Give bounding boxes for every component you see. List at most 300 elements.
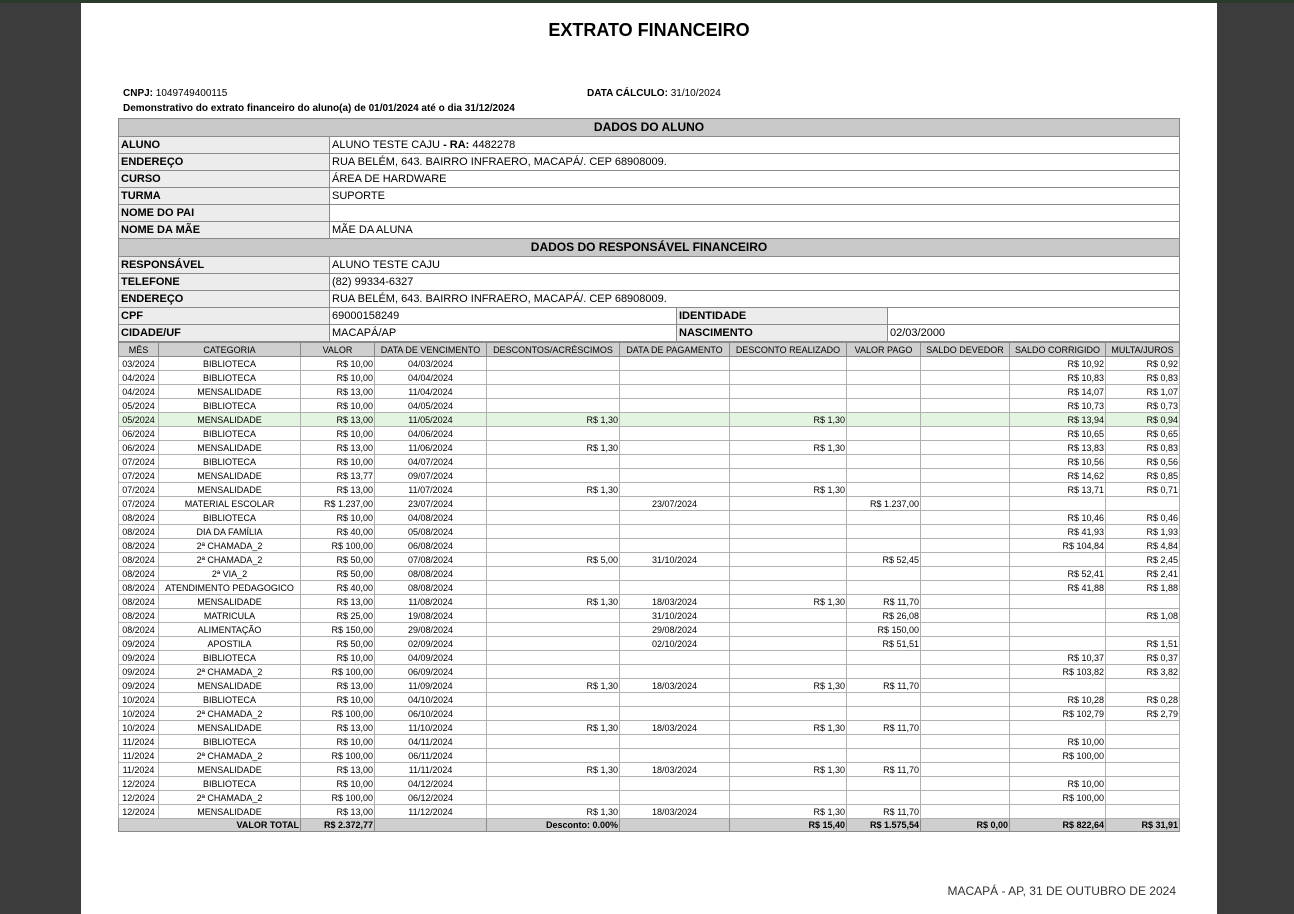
table-row xyxy=(119,721,1180,735)
col-saldo-corrigido-cell: R$ 14,62 xyxy=(1010,469,1106,483)
col-multa-juros-cell: R$ 1,93 xyxy=(1106,525,1180,539)
col-desconto-realizado-cell xyxy=(730,539,847,553)
col-valor-cell: R$ 13,77 xyxy=(301,469,375,483)
aluno-label: ALUNO xyxy=(119,137,330,154)
col-valor-cell: R$ 10,00 xyxy=(301,357,375,371)
col-saldo-corrigido-cell xyxy=(1010,595,1106,609)
col-valor-cell: R$ 13,00 xyxy=(301,679,375,693)
col-valor-pago-cell xyxy=(847,357,921,371)
total-desconto-realizado: R$ 15,40 xyxy=(730,819,847,832)
col-multa-juros-cell: R$ 4,84 xyxy=(1106,539,1180,553)
col-desconto-realizado-header: DESCONTO REALIZADO xyxy=(730,343,847,357)
col-data-pagamento-cell xyxy=(620,735,730,749)
col-saldo-corrigido-cell: R$ 52,41 xyxy=(1010,567,1106,581)
table-row xyxy=(119,399,1180,413)
col-valor-cell: R$ 13,00 xyxy=(301,763,375,777)
col-desconto-realizado-cell: R$ 1,30 xyxy=(730,805,847,819)
col-categoria-cell: MENSALIDADE xyxy=(159,805,301,819)
col-saldo-corrigido-cell xyxy=(1010,497,1106,511)
col-descontos-acrescimos-cell xyxy=(487,455,620,469)
table-row xyxy=(119,777,1180,791)
col-valor-cell: R$ 13,00 xyxy=(301,721,375,735)
col-data-pagamento-cell xyxy=(620,567,730,581)
col-data-pagamento-cell xyxy=(620,749,730,763)
col-valor-pago-cell: R$ 11,70 xyxy=(847,721,921,735)
col-saldo-devedor-cell xyxy=(921,385,1010,399)
col-saldo-corrigido-cell: R$ 10,00 xyxy=(1010,777,1106,791)
demonstrativo-text: Demonstrativo do extrato financeiro do aluno(a) de 01/01/2024 até o dia 31/12/2024 xyxy=(123,103,515,114)
table-header-row xyxy=(119,343,1180,357)
col-multa-juros-cell xyxy=(1106,791,1180,805)
col-valor-pago-cell xyxy=(847,483,921,497)
col-multa-juros-header: MULTA/JUROS xyxy=(1106,343,1180,357)
col-data-vencimento-cell: 04/04/2024 xyxy=(375,371,487,385)
col-categoria-cell: 2ª CHAMADA_2 xyxy=(159,791,301,805)
col-valor-cell: R$ 13,00 xyxy=(301,385,375,399)
col-mes-cell: 08/2024 xyxy=(119,567,159,581)
col-multa-juros-cell: R$ 0,83 xyxy=(1106,371,1180,385)
col-data-vencimento-cell: 11/04/2024 xyxy=(375,385,487,399)
col-valor-pago-cell xyxy=(847,581,921,595)
col-descontos-acrescimos-cell xyxy=(487,623,620,637)
col-descontos-acrescimos-cell: R$ 1,30 xyxy=(487,805,620,819)
cnpj-line xyxy=(123,88,227,99)
col-data-pagamento-cell: 02/10/2024 xyxy=(620,637,730,651)
table-row xyxy=(119,567,1180,581)
col-data-vencimento-cell: 11/06/2024 xyxy=(375,441,487,455)
col-data-pagamento-cell: 31/10/2024 xyxy=(620,609,730,623)
col-data-vencimento-cell: 06/09/2024 xyxy=(375,665,487,679)
col-descontos-acrescimos-cell xyxy=(487,665,620,679)
table-row xyxy=(119,357,1180,371)
col-multa-juros-cell: R$ 1,88 xyxy=(1106,581,1180,595)
col-saldo-devedor-cell xyxy=(921,511,1010,525)
col-data-pagamento-cell xyxy=(620,791,730,805)
col-saldo-corrigido-cell: R$ 100,00 xyxy=(1010,791,1106,805)
col-multa-juros-cell: R$ 0,85 xyxy=(1106,469,1180,483)
footer-location-date: MACAPÁ - AP, 31 DE OUTUBRO DE 2024 xyxy=(947,884,1176,898)
col-mes-cell: 07/2024 xyxy=(119,455,159,469)
col-multa-juros-cell: R$ 0,73 xyxy=(1106,399,1180,413)
col-data-vencimento-cell: 09/07/2024 xyxy=(375,469,487,483)
col-saldo-devedor-cell xyxy=(921,469,1010,483)
col-data-pagamento-cell xyxy=(620,427,730,441)
col-valor-cell: R$ 13,00 xyxy=(301,483,375,497)
col-descontos-acrescimos-cell: R$ 1,30 xyxy=(487,679,620,693)
col-data-pagamento-cell: 31/10/2024 xyxy=(620,553,730,567)
col-data-pagamento-cell xyxy=(620,693,730,707)
table-row xyxy=(119,665,1180,679)
col-valor-cell: R$ 150,00 xyxy=(301,623,375,637)
totals-row xyxy=(119,819,1180,832)
col-categoria-cell: ATENDIMENTO PEDAGOGICO xyxy=(159,581,301,595)
col-mes-cell: 08/2024 xyxy=(119,539,159,553)
col-saldo-devedor-cell xyxy=(921,399,1010,413)
col-data-vencimento-cell: 05/08/2024 xyxy=(375,525,487,539)
col-data-pagamento-cell xyxy=(620,525,730,539)
table-row xyxy=(119,511,1180,525)
col-valor-cell: R$ 40,00 xyxy=(301,525,375,539)
col-descontos-acrescimos-cell xyxy=(487,777,620,791)
col-valor-pago-cell xyxy=(847,525,921,539)
col-valor-pago-cell xyxy=(847,455,921,469)
col-data-vencimento-cell: 08/08/2024 xyxy=(375,567,487,581)
table-row xyxy=(119,651,1180,665)
cidade-label: CIDADE/UF xyxy=(119,325,330,342)
col-valor-pago-cell xyxy=(847,567,921,581)
col-desconto-realizado-cell: R$ 1,30 xyxy=(730,413,847,427)
col-valor-pago-cell xyxy=(847,749,921,763)
col-desconto-realizado-cell xyxy=(730,623,847,637)
col-multa-juros-cell: R$ 2,45 xyxy=(1106,553,1180,567)
col-data-pagamento-cell: 18/03/2024 xyxy=(620,721,730,735)
table-body xyxy=(119,357,1180,819)
col-data-vencimento-cell: 11/08/2024 xyxy=(375,595,487,609)
col-multa-juros-cell: R$ 0,92 xyxy=(1106,357,1180,371)
col-multa-juros-cell: R$ 0,46 xyxy=(1106,511,1180,525)
col-descontos-acrescimos-cell: R$ 1,30 xyxy=(487,721,620,735)
col-multa-juros-cell xyxy=(1106,749,1180,763)
col-desconto-realizado-cell xyxy=(730,455,847,469)
col-mes-cell: 08/2024 xyxy=(119,623,159,637)
col-desconto-realizado-cell xyxy=(730,777,847,791)
table-row xyxy=(119,553,1180,567)
col-data-pagamento-cell: 18/03/2024 xyxy=(620,595,730,609)
col-categoria-cell: APOSTILA xyxy=(159,637,301,651)
table-row xyxy=(119,623,1180,637)
col-saldo-corrigido-header: SALDO CORRIGIDO xyxy=(1010,343,1106,357)
telefone-value: (82) 99334-6327 xyxy=(330,274,1180,291)
col-valor-cell: R$ 50,00 xyxy=(301,553,375,567)
col-categoria-cell: BIBLIOTECA xyxy=(159,357,301,371)
col-saldo-corrigido-cell xyxy=(1010,623,1106,637)
col-saldo-devedor-cell xyxy=(921,777,1010,791)
col-desconto-realizado-cell: R$ 1,30 xyxy=(730,441,847,455)
section-dados-responsavel: DADOS DO RESPONSÁVEL FINANCEIRO xyxy=(119,239,1180,257)
col-valor-cell: R$ 10,00 xyxy=(301,511,375,525)
col-descontos-acrescimos-cell: R$ 1,30 xyxy=(487,595,620,609)
col-data-pagamento-header: DATA DE PAGAMENTO xyxy=(620,343,730,357)
col-mes-cell: 12/2024 xyxy=(119,791,159,805)
telefone-label: TELEFONE xyxy=(119,274,330,291)
col-valor-pago-cell: R$ 11,70 xyxy=(847,805,921,819)
table-row xyxy=(119,371,1180,385)
col-mes-cell: 09/2024 xyxy=(119,637,159,651)
col-saldo-corrigido-cell: R$ 13,83 xyxy=(1010,441,1106,455)
pai-label: NOME DO PAI xyxy=(119,205,330,222)
extrato-table xyxy=(118,342,1180,832)
col-data-vencimento-cell: 06/10/2024 xyxy=(375,707,487,721)
col-desconto-realizado-cell: R$ 1,30 xyxy=(730,763,847,777)
col-data-vencimento-cell: 11/05/2024 xyxy=(375,413,487,427)
col-data-pagamento-cell xyxy=(620,777,730,791)
col-saldo-corrigido-cell: R$ 10,83 xyxy=(1010,371,1106,385)
col-valor-cell: R$ 10,00 xyxy=(301,651,375,665)
turma-value: SUPORTE xyxy=(330,188,1180,205)
col-categoria-cell: MENSALIDADE xyxy=(159,385,301,399)
mae-value: MÃE DA ALUNA xyxy=(330,222,1180,239)
col-categoria-cell: MENSALIDADE xyxy=(159,469,301,483)
col-data-vencimento-cell: 11/07/2024 xyxy=(375,483,487,497)
col-saldo-devedor-cell xyxy=(921,609,1010,623)
table-row xyxy=(119,707,1180,721)
document-title: EXTRATO FINANCEIRO xyxy=(548,20,750,40)
col-valor-pago-cell xyxy=(847,707,921,721)
col-descontos-acrescimos-cell xyxy=(487,749,620,763)
col-mes-cell: 08/2024 xyxy=(119,553,159,567)
table-row xyxy=(119,385,1180,399)
col-desconto-realizado-cell xyxy=(730,651,847,665)
col-multa-juros-cell: R$ 0,65 xyxy=(1106,427,1180,441)
table-row xyxy=(119,749,1180,763)
col-multa-juros-cell xyxy=(1106,763,1180,777)
col-categoria-cell: MENSALIDADE xyxy=(159,679,301,693)
col-mes-cell: 11/2024 xyxy=(119,763,159,777)
col-saldo-devedor-cell xyxy=(921,581,1010,595)
col-mes-cell: 05/2024 xyxy=(119,399,159,413)
col-mes-cell: 08/2024 xyxy=(119,525,159,539)
total-label: VALOR TOTAL xyxy=(119,819,301,832)
col-desconto-realizado-cell xyxy=(730,749,847,763)
col-saldo-devedor-cell xyxy=(921,441,1010,455)
table-row xyxy=(119,763,1180,777)
col-saldo-corrigido-cell xyxy=(1010,763,1106,777)
col-saldo-corrigido-cell: R$ 102,79 xyxy=(1010,707,1106,721)
col-categoria-cell: ALIMENTAÇÃO xyxy=(159,623,301,637)
col-saldo-devedor-cell xyxy=(921,623,1010,637)
col-data-vencimento-cell: 19/08/2024 xyxy=(375,609,487,623)
col-data-pagamento-cell xyxy=(620,385,730,399)
mae-label: NOME DA MÃE xyxy=(119,222,330,239)
col-saldo-devedor-cell xyxy=(921,693,1010,707)
dados-table xyxy=(118,118,1180,342)
col-descontos-acrescimos-cell xyxy=(487,385,620,399)
col-saldo-corrigido-cell: R$ 14,07 xyxy=(1010,385,1106,399)
col-data-pagamento-cell: 29/08/2024 xyxy=(620,623,730,637)
col-data-vencimento-cell: 11/10/2024 xyxy=(375,721,487,735)
col-mes-cell: 09/2024 xyxy=(119,651,159,665)
col-mes-cell: 11/2024 xyxy=(119,749,159,763)
nascimento-value: 02/03/2000 xyxy=(888,325,1180,342)
col-data-vencimento-cell: 04/06/2024 xyxy=(375,427,487,441)
col-descontos-acrescimos-cell xyxy=(487,637,620,651)
col-mes-cell: 10/2024 xyxy=(119,693,159,707)
col-descontos-acrescimos-cell xyxy=(487,693,620,707)
col-descontos-acrescimos-cell xyxy=(487,735,620,749)
col-mes-cell: 07/2024 xyxy=(119,483,159,497)
col-categoria-header: CATEGORIA xyxy=(159,343,301,357)
col-categoria-cell: MENSALIDADE xyxy=(159,441,301,455)
col-data-pagamento-cell xyxy=(620,413,730,427)
col-valor-pago-cell xyxy=(847,371,921,385)
col-saldo-corrigido-cell: R$ 41,93 xyxy=(1010,525,1106,539)
col-data-pagamento-cell xyxy=(620,399,730,413)
col-saldo-corrigido-cell: R$ 10,00 xyxy=(1010,735,1106,749)
col-data-pagamento-cell xyxy=(620,483,730,497)
col-desconto-realizado-cell xyxy=(730,553,847,567)
col-descontos-acrescimos-cell xyxy=(487,609,620,623)
col-multa-juros-cell: R$ 0,71 xyxy=(1106,483,1180,497)
col-data-vencimento-cell: 08/08/2024 xyxy=(375,581,487,595)
col-valor-cell: R$ 100,00 xyxy=(301,539,375,553)
col-data-pagamento-cell: 23/07/2024 xyxy=(620,497,730,511)
col-desconto-realizado-cell xyxy=(730,371,847,385)
col-data-pagamento-cell xyxy=(620,707,730,721)
endereco-value: RUA BELÉM, 643. BAIRRO INFRAERO, MACAPÁ/. CEP 68908009. xyxy=(330,154,1180,171)
col-descontos-acrescimos-cell xyxy=(487,791,620,805)
col-data-pagamento-cell: 18/03/2024 xyxy=(620,805,730,819)
col-saldo-corrigido-cell: R$ 13,94 xyxy=(1010,413,1106,427)
col-mes-cell: 04/2024 xyxy=(119,371,159,385)
col-mes-cell: 08/2024 xyxy=(119,511,159,525)
col-saldo-devedor-cell xyxy=(921,665,1010,679)
col-saldo-devedor-cell xyxy=(921,707,1010,721)
col-mes-cell: 05/2024 xyxy=(119,413,159,427)
col-saldo-corrigido-cell xyxy=(1010,679,1106,693)
col-valor-pago-cell xyxy=(847,427,921,441)
nascimento-label: NASCIMENTO xyxy=(677,325,888,342)
col-saldo-corrigido-cell: R$ 10,37 xyxy=(1010,651,1106,665)
col-valor-pago-cell xyxy=(847,651,921,665)
total-valor-pago: R$ 1.575,54 xyxy=(847,819,921,832)
col-saldo-corrigido-cell: R$ 13,71 xyxy=(1010,483,1106,497)
col-data-vencimento-cell: 06/12/2024 xyxy=(375,791,487,805)
col-saldo-devedor-cell xyxy=(921,539,1010,553)
col-valor-cell: R$ 10,00 xyxy=(301,399,375,413)
col-categoria-cell: BIBLIOTECA xyxy=(159,371,301,385)
col-mes-cell: 03/2024 xyxy=(119,357,159,371)
col-valor-cell: R$ 10,00 xyxy=(301,693,375,707)
col-saldo-corrigido-cell: R$ 41,88 xyxy=(1010,581,1106,595)
col-valor-pago-cell: R$ 51,51 xyxy=(847,637,921,651)
col-desconto-realizado-cell xyxy=(730,735,847,749)
col-descontos-acrescimos-cell xyxy=(487,371,620,385)
col-saldo-corrigido-cell: R$ 100,00 xyxy=(1010,749,1106,763)
col-mes-cell: 04/2024 xyxy=(119,385,159,399)
table-row xyxy=(119,455,1180,469)
table-row xyxy=(119,679,1180,693)
col-data-vencimento-cell: 11/12/2024 xyxy=(375,805,487,819)
col-saldo-corrigido-cell: R$ 10,65 xyxy=(1010,427,1106,441)
aluno-nome: ALUNO TESTE CAJU xyxy=(332,138,440,151)
table-row xyxy=(119,637,1180,651)
cpf-value: 69000158249 xyxy=(330,308,677,325)
col-desconto-realizado-cell xyxy=(730,581,847,595)
cpf-label: CPF xyxy=(119,308,330,325)
col-descontos-acrescimos-cell: R$ 1,30 xyxy=(487,413,620,427)
col-valor-cell: R$ 10,00 xyxy=(301,455,375,469)
col-data-pagamento-cell: 18/03/2024 xyxy=(620,763,730,777)
table-row xyxy=(119,441,1180,455)
table-row xyxy=(119,525,1180,539)
col-descontos-acrescimos-cell: R$ 1,30 xyxy=(487,483,620,497)
col-data-pagamento-cell xyxy=(620,539,730,553)
col-saldo-corrigido-cell: R$ 10,28 xyxy=(1010,693,1106,707)
col-desconto-realizado-cell xyxy=(730,609,847,623)
col-categoria-cell: BIBLIOTECA xyxy=(159,511,301,525)
col-valor-pago-cell xyxy=(847,777,921,791)
table-row xyxy=(119,735,1180,749)
col-desconto-realizado-cell xyxy=(730,511,847,525)
col-desconto-realizado-cell: R$ 1,30 xyxy=(730,483,847,497)
cnpj-value: 1049749400115 xyxy=(155,88,228,99)
pai-value xyxy=(330,205,1180,222)
identidade-label: IDENTIDADE xyxy=(677,308,888,325)
ra-value: 4482278 xyxy=(472,138,516,151)
col-valor-pago-cell: R$ 150,00 xyxy=(847,623,921,637)
col-saldo-corrigido-cell: R$ 103,82 xyxy=(1010,665,1106,679)
col-saldo-corrigido-cell xyxy=(1010,609,1106,623)
col-mes-cell: 10/2024 xyxy=(119,707,159,721)
col-descontos-acrescimos-cell xyxy=(487,511,620,525)
col-saldo-devedor-cell xyxy=(921,427,1010,441)
col-saldo-devedor-cell xyxy=(921,455,1010,469)
section-dados-aluno: DADOS DO ALUNO xyxy=(119,119,1180,137)
ra-label: - RA: xyxy=(443,138,470,151)
table-row xyxy=(119,609,1180,623)
col-valor-pago-cell xyxy=(847,385,921,399)
col-valor-cell: R$ 100,00 xyxy=(301,707,375,721)
col-data-vencimento-cell: 04/10/2024 xyxy=(375,693,487,707)
col-data-vencimento-header: DATA DE VENCIMENTO xyxy=(375,343,487,357)
col-saldo-corrigido-cell xyxy=(1010,637,1106,651)
col-descontos-acrescimos-cell: R$ 5,00 xyxy=(487,553,620,567)
document-page xyxy=(81,3,1217,914)
col-categoria-cell: BIBLIOTECA xyxy=(159,693,301,707)
total-pagamento-empty xyxy=(620,819,730,832)
col-valor-pago-cell xyxy=(847,511,921,525)
col-descontos-acrescimos-header: DESCONTOS/ACRÉSCIMOS xyxy=(487,343,620,357)
col-data-pagamento-cell: 18/03/2024 xyxy=(620,679,730,693)
total-vencimento-empty xyxy=(375,819,487,832)
col-desconto-realizado-cell xyxy=(730,707,847,721)
col-valor-cell: R$ 100,00 xyxy=(301,791,375,805)
col-multa-juros-cell: R$ 0,56 xyxy=(1106,455,1180,469)
endereco-label: ENDEREÇO xyxy=(119,154,330,171)
col-categoria-cell: MATRICULA xyxy=(159,609,301,623)
col-categoria-cell: 2ª CHAMADA_2 xyxy=(159,749,301,763)
col-saldo-corrigido-cell xyxy=(1010,805,1106,819)
col-saldo-corrigido-cell: R$ 10,92 xyxy=(1010,357,1106,371)
col-saldo-corrigido-cell xyxy=(1010,721,1106,735)
table-row xyxy=(119,693,1180,707)
col-categoria-cell: DIA DA FAMÍLIA xyxy=(159,525,301,539)
col-categoria-cell: MATERIAL ESCOLAR xyxy=(159,497,301,511)
col-desconto-realizado-cell: R$ 1,30 xyxy=(730,721,847,735)
table-row xyxy=(119,791,1180,805)
col-data-vencimento-cell: 11/11/2024 xyxy=(375,763,487,777)
turma-label: TURMA xyxy=(119,188,330,205)
col-data-vencimento-cell: 04/08/2024 xyxy=(375,511,487,525)
col-data-vencimento-cell: 04/09/2024 xyxy=(375,651,487,665)
table-row xyxy=(119,483,1180,497)
col-saldo-devedor-cell xyxy=(921,679,1010,693)
col-mes-cell: 09/2024 xyxy=(119,679,159,693)
col-desconto-realizado-cell: R$ 1,30 xyxy=(730,679,847,693)
col-multa-juros-cell xyxy=(1106,595,1180,609)
col-multa-juros-cell: R$ 0,28 xyxy=(1106,693,1180,707)
col-mes-header: MÊS xyxy=(119,343,159,357)
col-mes-cell: 06/2024 xyxy=(119,427,159,441)
col-descontos-acrescimos-cell xyxy=(487,525,620,539)
table-row xyxy=(119,413,1180,427)
col-valor-pago-cell: R$ 26,08 xyxy=(847,609,921,623)
col-valor-pago-cell xyxy=(847,399,921,413)
col-categoria-cell: MENSALIDADE xyxy=(159,595,301,609)
col-data-vencimento-cell: 04/05/2024 xyxy=(375,399,487,413)
data-calculo-label: DATA CÁLCULO: xyxy=(587,88,668,99)
col-valor-pago-cell xyxy=(847,469,921,483)
